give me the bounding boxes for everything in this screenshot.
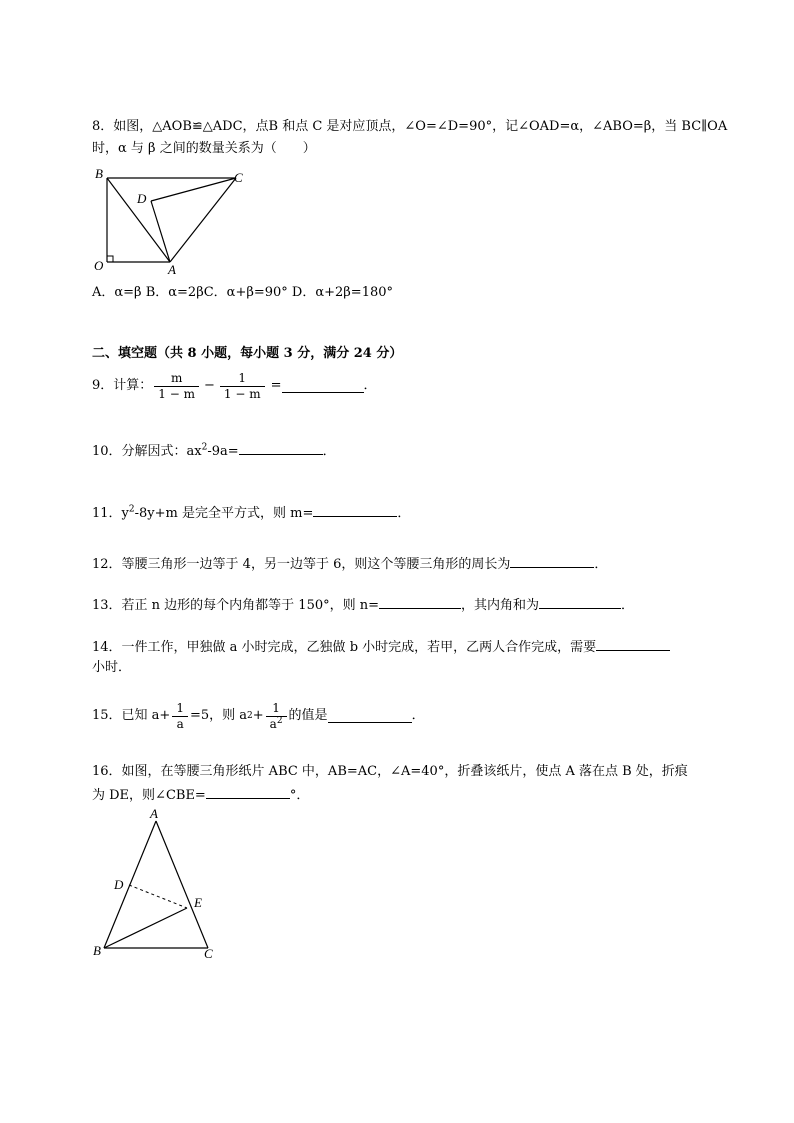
q10-end: ．: [322, 444, 336, 459]
q8-line1: 8．如图，△AOB≌△ADC，点B 和点 C 是对应顶点，∠O=∠D=90°，记∠OAD=α，∠ABO=β，当 BC∥OA: [92, 119, 728, 134]
q13: [92, 596, 634, 614]
q16-label-D: D: [114, 877, 124, 892]
q15-plus: +: [252, 708, 264, 723]
q15-fraction-1-numerator: 1: [172, 701, 188, 717]
q15-fraction-2: [266, 701, 287, 732]
q9-equals: =: [270, 378, 282, 393]
q13-text-2: ，其内角和为: [461, 598, 540, 613]
q15-mid: =5，则 a: [189, 708, 248, 723]
q16-line2-prefix: 为 DE，则∠CBE=: [92, 788, 206, 803]
q15-fraction-1-denominator: a: [176, 716, 184, 731]
q8-segment-DC: [151, 178, 236, 201]
q15-end: ．: [411, 708, 425, 723]
q15-fraction-2-denominator: [266, 717, 287, 732]
q10-prefix: 10．分解因式：ax: [92, 444, 202, 459]
q15-suffix: 的值是: [288, 708, 328, 723]
q14-line1-text: 14．一件工作，甲独做 a 小时完成，乙独做 b 小时完成，若甲，乙两人合作完成，需要: [92, 640, 597, 655]
q10-rest: -9a=: [207, 444, 239, 459]
q8-segment-DA: [151, 201, 170, 262]
q16-label-A: A: [150, 806, 158, 821]
q13-answer-blank-n[interactable]: [379, 596, 461, 609]
q16-label-E: E: [194, 895, 202, 910]
q14-answer-blank[interactable]: [596, 638, 670, 651]
q9-minus: −: [203, 378, 215, 393]
q16-fold-line-DE: [129, 885, 187, 908]
q9-end: ．: [363, 378, 377, 393]
q16-answer-blank[interactable]: [206, 786, 290, 799]
q12-text: 12．等腰三角形一边等于 4，另一边等于 6，则这个等腰三角形的周长为: [92, 557, 511, 572]
q8-options: A．α=β B．α=2βC．α+β=90° D．α+2β=180°: [92, 285, 394, 300]
q16-line2: [92, 786, 309, 804]
q9-fraction-2-denominator: 1 − m: [223, 386, 261, 401]
q16-line2-end: °．: [289, 788, 310, 803]
q16-line1: 16．如图，在等腰三角形纸片 ABC 中，AB=AC，∠A=40°，折叠该纸片，使点 A 落在点 B 处，折痕: [92, 764, 688, 779]
q12: [92, 555, 607, 573]
q8-label-D: D: [137, 191, 147, 206]
q11-answer-blank[interactable]: [313, 504, 397, 517]
q14-line1: [92, 638, 670, 656]
q16-label-B: B: [93, 943, 101, 958]
q11-rest: -8y+m 是完全平方式，则 m=: [134, 506, 314, 521]
q8-label-C: C: [234, 170, 243, 185]
q8-label-A: A: [168, 262, 176, 277]
q9-fraction-1-numerator: m: [154, 371, 199, 387]
q12-answer-blank[interactable]: [510, 555, 594, 568]
q16-segment-BE: [104, 908, 187, 948]
q8-line2: 时，α 与 β 之间的数量关系为（ ）: [92, 141, 316, 156]
q8-figure: [88, 165, 258, 280]
q13-text-1: 13．若正 n 边形的每个内角都等于 150°，则 n=: [92, 598, 380, 613]
q15-fraction-2-den-exponent: 2: [276, 715, 283, 726]
section2-title: 二、填空题（共 8 小题，每小题 3 分，满分 24 分）: [92, 346, 403, 361]
q15-answer-blank[interactable]: [328, 710, 412, 723]
q9-fraction-1: [154, 371, 199, 402]
q9-fraction-1-denominator: 1 − m: [158, 386, 195, 401]
q14-line2: 小时．: [92, 660, 132, 675]
q15: 15．已知 a+ $\frac{1}{a}$ =5，则 a 2 + $\frac{1}{a^2}$ 的值是 ．: [92, 700, 425, 731]
q11: [92, 504, 410, 522]
q15-fraction-1: [172, 701, 188, 732]
q12-end: ．: [594, 557, 608, 572]
q9-fraction-2: [220, 371, 265, 402]
q9-fraction-2-numerator: 1: [220, 371, 265, 387]
q10: [92, 442, 336, 460]
q8-label-B: B: [95, 166, 103, 181]
q15-fraction-2-den-base: a: [269, 716, 277, 731]
q10-answer-blank[interactable]: [239, 442, 323, 455]
q9-prefix: 9．计算：: [92, 378, 153, 393]
q13-end: ．: [621, 598, 635, 613]
q8-segment-CA: [170, 178, 236, 262]
q11-exponent: 2: [128, 504, 135, 515]
q8-right-angle-mark: [107, 256, 113, 262]
q11-prefix: 11．y: [92, 506, 129, 521]
q16-figure: [88, 805, 228, 965]
q9: [92, 366, 377, 406]
q13-answer-blank-sum[interactable]: [539, 596, 621, 609]
q8-label-O: O: [94, 258, 104, 273]
q15-fraction-2-numerator: 1: [266, 701, 287, 717]
q15-prefix: 15．已知 a+: [92, 708, 171, 723]
q16-label-C: C: [204, 946, 213, 961]
q10-exponent: 2: [201, 442, 208, 453]
q16-segment-AB: [104, 821, 156, 948]
q16-segment-AC: [156, 821, 208, 948]
q9-answer-blank[interactable]: [282, 380, 364, 393]
q11-end: ．: [397, 506, 411, 521]
